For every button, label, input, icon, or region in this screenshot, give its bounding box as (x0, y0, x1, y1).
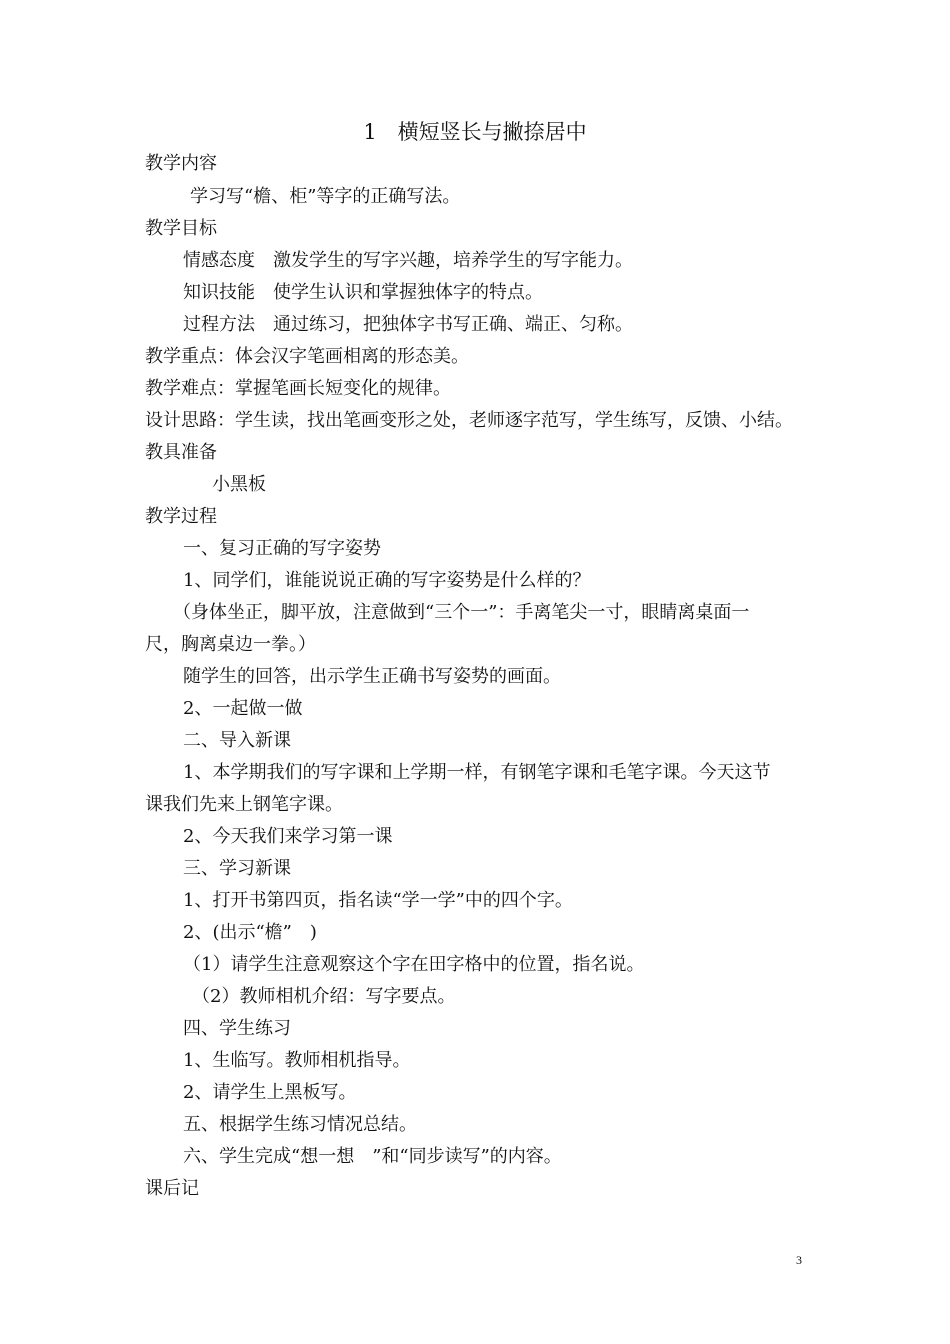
paragraph: 1、生临写。教师相机指导。 (183, 1050, 411, 1071)
paragraph: 学习写“檐、柜”等字的正确写法。 (190, 186, 461, 207)
paragraph: 教学难点：掌握笔画长短变化的规律。 (145, 378, 451, 399)
lesson-title: 1 横短竖长与撇捺居中 (363, 120, 587, 144)
heading-teaching-goals: 教学目标 (145, 218, 217, 239)
section-heading: 一、复习正确的写字姿势 (183, 538, 381, 559)
paragraph: 2、一起做一做 (183, 698, 303, 719)
heading-teaching-content: 教学内容 (145, 153, 217, 174)
paragraph: （2）教师相机介绍：写字要点。 (192, 986, 456, 1007)
paragraph: 1、本学期我们的写字课和上学期一样，有钢笔字课和毛笔字课。今天这节 (183, 762, 771, 783)
paragraph: 课我们先来上钢笔字课。 (145, 794, 343, 815)
paragraph: 2、(出示“檐” ) (183, 922, 317, 943)
paragraph: （身体坐正，脚平放，注意做到“三个一”：手离笔尖一寸，眼睛离桌面一 (173, 602, 750, 623)
paragraph: 2、请学生上黑板写。 (183, 1082, 357, 1103)
paragraph: 1、打开书第四页，指名读“学一学”中的四个字。 (183, 890, 573, 911)
section-heading: 六、学生完成“想一想 ”和“同步读写”的内容。 (183, 1146, 562, 1167)
paragraph: 过程方法 通过练习，把独体字书写正确、端正、匀称。 (183, 314, 633, 335)
section-heading: 二、导入新课 (183, 730, 291, 751)
paragraph: 2、今天我们来学习第一课 (183, 826, 393, 847)
section-heading: 五、根据学生练习情况总结。 (183, 1114, 417, 1135)
paragraph: 情感态度 激发学生的写字兴趣，培养学生的写字能力。 (183, 250, 633, 271)
paragraph: 知识技能 使学生认识和掌握独体字的特点。 (183, 282, 543, 303)
paragraph: 尺，胸离桌边一拳。） (145, 634, 316, 655)
paragraph: 教学重点：体会汉字笔画相离的形态美。 (145, 346, 469, 367)
section-heading: 三、学习新课 (183, 858, 291, 879)
paragraph: 1、同学们，谁能说说正确的写字姿势是什么样的？ (183, 570, 591, 591)
paragraph: （1）请学生注意观察这个字在田字格中的位置，指名说。 (183, 954, 645, 975)
paragraph: 小黑板 (212, 474, 266, 495)
page-number: 3 (796, 1253, 802, 1267)
paragraph: 随学生的回答，出示学生正确书写姿势的画面。 (183, 666, 561, 687)
paragraph: 设计思路：学生读，找出笔画变形之处，老师逐字范写，学生练写，反馈、小结。 (145, 410, 793, 431)
heading-teaching-process: 教学过程 (145, 506, 217, 527)
section-heading: 四、学生练习 (183, 1018, 291, 1039)
heading-teaching-aids: 教具准备 (145, 442, 217, 463)
heading-post-class-notes: 课后记 (145, 1178, 199, 1199)
